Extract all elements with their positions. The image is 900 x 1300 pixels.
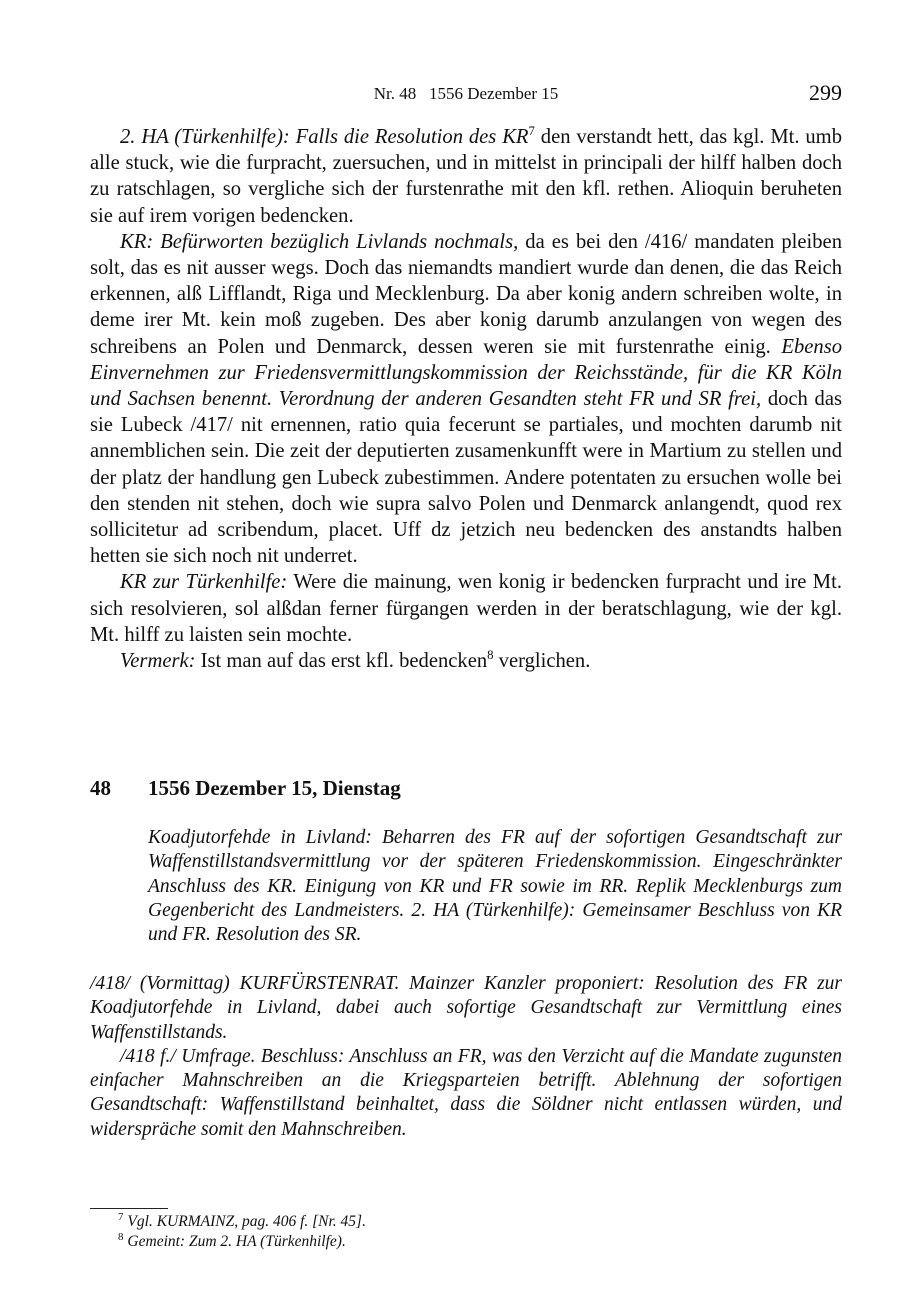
protocol-paragraph-2: /418 f./ Umfrage. Beschluss: Anschluss an FR, was den Verzicht auf die Mandate zugunsten einfacher Mahnschreiben an die Kriegsparteien betrifft. Ablehnung der sofortigen Gesandtschaft: Waffenstillstand beinhaltet, dass die Söldner nicht entlassen würden, und widerspräche somit den Mahnschreiben.: [90, 1045, 842, 1140]
paragraph-text: Were die mainung, wen konig ir bedencken furpracht und ire Mt. sich resolvieren, sol alßdan ferner fürgangen werden in der beratschlagung, wie der kgl. Mt. hilff zu laisten sein mochte.: [90, 571, 842, 646]
paragraph-vermerk: [90, 648, 842, 674]
protocol-text: [90, 972, 842, 1142]
protocol-text: . Mainzer Kanzler proponiert: Resolution des FR zur Koadjutorfehde in Livland, dabei auch sofortige Gesandtschaft zur Vermittlung eines Waffenstillstands.: [90, 973, 842, 1043]
section-number: 48: [90, 776, 111, 800]
paragraph-text: Ist man auf das erst kfl. bedencken: [195, 650, 488, 673]
italic-inline: Ebenso Einvernehmen zur Friedensvermittlungskommission der Reichsstände, für die KR Köln und Sachsen benennt. Verordnung der anderen Gesandten steht FR und SR frei,: [90, 335, 842, 411]
protocol-paragraph-1: [90, 972, 842, 1045]
footnotes: [118, 1212, 818, 1252]
paragraph-kr-tuerkenhilfe: [90, 569, 842, 648]
footnote-8: [118, 1232, 818, 1252]
footnote-text: Vgl. KURMAINZ, pag. 406 f. [Nr. 45].: [127, 1213, 366, 1230]
paragraph-text: den verstandt hett, das kgl. Mt. umb alle stuck, wie die furpracht, zuersuchen, und in mittelst in principali der hilff halben doch zu ratschlagen, so vergliche sich der furstenrathe mit den kfl. rethen. Alioquin beruheten sie auf irem vorigen bedencken.: [90, 126, 842, 227]
paragraph-text: verglichen.: [493, 650, 591, 673]
italic-lead: KR: Befürworten bezüglich Livlands nochmals,: [120, 230, 519, 253]
section-heading: [90, 776, 842, 801]
section-title: 1556 Dezember 15, Dienstag: [148, 776, 401, 800]
paragraph-text: da es bei den /416/ mandaten pleiben solt, das es nit ausser wegs. Doch das niemandts mandiert wurde dan denen, die das Reich erkennen, alß Lifflandt, Riga und Mecklenburg. Da aber konig andern schreiben wolte, in deme irer Mt. kein moß zugeben. Des aber konig darumb anzulangen von wegen des schreibens an Polen und Denmarck, dessen weren sie mit furstenrathe einig.: [90, 230, 842, 358]
footnote-text: Gemeint: Zum 2. HA (Türkenhilfe).: [127, 1233, 346, 1250]
body-text: [90, 124, 842, 674]
footnote-ref-7[interactable]: 7: [528, 124, 535, 139]
running-header: [90, 80, 842, 110]
footnote-mark: 7: [118, 1210, 124, 1223]
italic-lead: KR zur Türkenhilfe:: [120, 571, 288, 594]
paragraph-kr-livland: [90, 229, 842, 570]
paragraph-text: doch das sie Lubeck /417/ nit ernennen, ratio quia fecerunt se partiales, und mochten darumb nit annemblichen sein. Die zeit der deputierten zusamenkunfft were in Martium zu stellen und der platz der handlung gen Lubeck zubestimmen. Andere potentaten zu ersuchen wolle bei den stenden nit stehen, doch wie supra salvo Polen und Denmarck anlangendt, quod rex sollicitetur ad scribendum, placet. Uff dz jetzich neu bedencken des anstandts halben hetten sie sich noch nit underret.: [90, 388, 842, 568]
footnote-ref-8[interactable]: 8: [487, 648, 494, 663]
running-title: Nr. 48 1556 Dezember 15: [373, 84, 559, 103]
page-number: 299: [809, 80, 842, 105]
paragraph-tuerkenhilfe: [90, 124, 842, 229]
footnote-7: [118, 1212, 818, 1232]
footnote-divider: [90, 1208, 168, 1209]
protocol-caps: KURFÜRSTENRAT: [239, 973, 395, 994]
italic-lead: 2. HA (Türkenhilfe): Falls die Resolution des KR: [120, 126, 529, 148]
italic-lead: Vermerk:: [120, 650, 196, 673]
protocol-lead: /418/ (Vormittag): [90, 973, 240, 994]
section-summary: Koadjutorfehde in Livland: Beharren des FR auf der sofortigen Gesandtschaft zur Waffenstillstandsvermittlung vor der späteren Friedenskommission. Eingeschränkter Anschluss des KR. Einigung von KR und FR sowie im RR. Replik Mecklenburgs zum Gegenbericht des Landmeisters. 2. HA (Türkenhilfe): Gemeinsamer Beschluss von KR und FR. Resolution des SR.: [148, 827, 842, 946]
footnote-mark: 8: [118, 1230, 124, 1243]
